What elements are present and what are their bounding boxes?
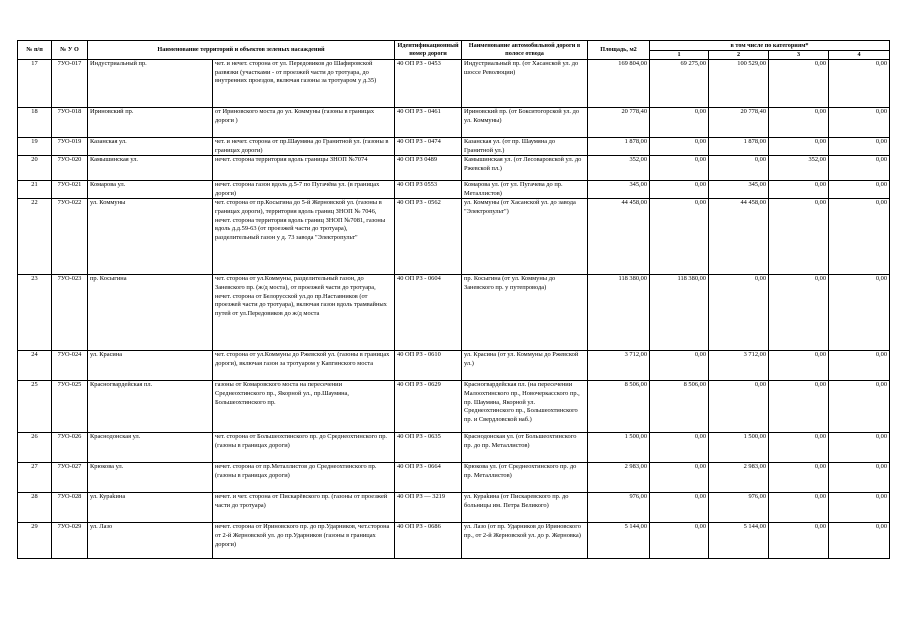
row-category-4: 0,00 [829, 60, 890, 108]
row-boundaries: нечет. сторона территория вдоль границы ЗНОП №7074 [213, 156, 395, 181]
row-road-id: 40 ОП РЗ - 0664 [395, 463, 462, 493]
row-road-name: Камышинская ул. (от Лесоваровской ул. до Ржевской пл.) [462, 156, 588, 181]
row-road-id: 40 ОП РЗ - 0686 [395, 523, 462, 559]
row-category-2: 100 529,00 [709, 60, 769, 108]
row-area: 44 458,00 [588, 199, 650, 275]
row-uo-code: 7УО-027 [52, 463, 88, 493]
row-object-name: Комарова ул. [88, 181, 213, 199]
row-road-id: 40 ОП РЗ - 0562 [395, 199, 462, 275]
row-road-name: пр. Косыгина (от ул. Коммуны до Заневского пр. у путепровода) [462, 275, 588, 351]
row-uo-code: 7УО-028 [52, 493, 88, 523]
row-category-4: 0,00 [829, 108, 890, 138]
row-road-name: ул. Красина (от ул. Коммуны до Ржевской ул.) [462, 351, 588, 381]
row-category-3: 0,00 [769, 181, 829, 199]
row-number: 20 [18, 156, 52, 181]
row-category-4: 0,00 [829, 381, 890, 433]
row-area: 169 804,00 [588, 60, 650, 108]
row-uo-code: 7УО-021 [52, 181, 88, 199]
row-number: 25 [18, 381, 52, 433]
header-ident: Идентификационный номер дороги [395, 41, 462, 60]
row-category-3: 0,00 [769, 381, 829, 433]
row-object-name: Ириновский пр. [88, 108, 213, 138]
green-spaces-table [17, 40, 890, 559]
row-object-name: Камышинская ул. [88, 156, 213, 181]
header-cat-3: 3 [769, 51, 829, 60]
row-category-1: 0,00 [650, 433, 709, 463]
row-road-id: 40 ОП РЗ - 0610 [395, 351, 462, 381]
row-boundaries: чет. сторона от ул.Коммуны, разделительный газон, до Заневского пр. (ж/д моста), от проезжей части до тротуара, нечет. сторона от Белорусской ул.до пр.Наставников (от проезжей части до тротуара), включая газон вдоль трамвайных путей от ул.Передовиков до ж/д моста [213, 275, 395, 351]
row-boundaries: нечет. и чет. сторона от Пискарёвского пр. (газоны от проезжей части до тротуара) [213, 493, 395, 523]
table-row [18, 156, 890, 181]
header-cat-2: 2 [709, 51, 769, 60]
row-category-1: 0,00 [650, 108, 709, 138]
row-object-name: ул. Красина [88, 351, 213, 381]
row-uo-code: 7УО-020 [52, 156, 88, 181]
row-area: 1 500,00 [588, 433, 650, 463]
row-uo-code: 7УО-025 [52, 381, 88, 433]
row-object-name: Краснодонская ул. [88, 433, 213, 463]
row-uo-code: 7УО-022 [52, 199, 88, 275]
table-row [18, 463, 890, 493]
row-area: 976,00 [588, 493, 650, 523]
row-category-1: 0,00 [650, 138, 709, 156]
row-area: 2 983,00 [588, 463, 650, 493]
row-category-3: 0,00 [769, 523, 829, 559]
row-category-3: 0,00 [769, 463, 829, 493]
row-boundaries: газоны от Комаровского моста на пересечении Среднеохтинского пр., Якорной ул., пр.Шаумяна, Большеохтинского пр. [213, 381, 395, 433]
table-row [18, 523, 890, 559]
row-number: 23 [18, 275, 52, 351]
row-category-4: 0,00 [829, 138, 890, 156]
row-boundaries: нечет. сторона от Ириновского пр. до пр.Ударников, чет.сторона от 2-й Жерновской ул. до пр.Ударников (газоны в границах дороги) [213, 523, 395, 559]
row-category-4: 0,00 [829, 199, 890, 275]
row-road-name: Красногвардейская пл. (на пересечении Малоохтинского пр., Новочеркасского пр., пр. Шаумяна, Якорной ул. Среднеохтинского пр., Большеохтинского пр. и Свердловской наб.) [462, 381, 588, 433]
row-object-name: ул. Коммуны [88, 199, 213, 275]
row-object-name: Индустриальный пр. [88, 60, 213, 108]
row-category-2: 1 500,00 [709, 433, 769, 463]
row-road-id: 40 ОП РЗ - 0461 [395, 108, 462, 138]
row-road-name: Казанская ул. (от пр. Шаумяна до Гранитной ул.) [462, 138, 588, 156]
row-road-id: 40 ОП РЗ - 0453 [395, 60, 462, 108]
row-uo-code: 7УО-017 [52, 60, 88, 108]
row-number: 29 [18, 523, 52, 559]
row-boundaries: чет. и нечет. сторона от пр.Шаумяна до Гранитной ул. (газоны в границах дороги) [213, 138, 395, 156]
row-object-name: пр. Косыгина [88, 275, 213, 351]
row-number: 26 [18, 433, 52, 463]
row-category-1: 0,00 [650, 156, 709, 181]
row-road-name: Комарова ул. (от ул. Пугачева до пр. Металлистов) [462, 181, 588, 199]
row-category-1: 0,00 [650, 463, 709, 493]
header-cat-4: 4 [829, 51, 890, 60]
row-boundaries: от Ириновского моста до ул. Коммуны (газоны в границах дороги ) [213, 108, 395, 138]
row-category-4: 0,00 [829, 493, 890, 523]
row-area: 345,00 [588, 181, 650, 199]
row-area: 5 144,00 [588, 523, 650, 559]
row-road-id: 40 ОП РЗ - 0474 [395, 138, 462, 156]
row-category-2: 44 458,00 [709, 199, 769, 275]
row-category-4: 0,00 [829, 351, 890, 381]
table-row [18, 181, 890, 199]
row-boundaries: чет. и нечет. сторона от ул. Передовиков до Шафировской развязки (участками - от проезжей части до тротуара, до внутренних проездов, включая газоны за тротуаром у д.35) [213, 60, 395, 108]
row-uo-code: 7УО-018 [52, 108, 88, 138]
row-uo-code: 7УО-024 [52, 351, 88, 381]
row-object-name: ул. Кураkина [88, 493, 213, 523]
row-object-name: ул. Лазо [88, 523, 213, 559]
header-uo: № У О [52, 41, 88, 60]
row-category-1: 69 275,00 [650, 60, 709, 108]
row-road-name: ул. Лазо (от пр. Ударников до Ириновского пр., от 2-й Жерновской ул. до р. Жерновка) [462, 523, 588, 559]
row-uo-code: 7УО-019 [52, 138, 88, 156]
row-road-name: Ириновский пр. (от Бокситогорской ул. до ул. Коммуны) [462, 108, 588, 138]
row-number: 21 [18, 181, 52, 199]
row-number: 24 [18, 351, 52, 381]
row-category-4: 0,00 [829, 463, 890, 493]
row-category-1: 8 506,00 [650, 381, 709, 433]
row-category-4: 0,00 [829, 433, 890, 463]
row-number: 22 [18, 199, 52, 275]
header-road: Наименование автомобильной дороги в полосе отвода [462, 41, 588, 60]
row-road-id: 40 ОП РЗ - 0629 [395, 381, 462, 433]
row-road-name: ул. Кураkина (от Пискаревского пр. до больницы им. Петра Великого) [462, 493, 588, 523]
row-category-2: 5 144,00 [709, 523, 769, 559]
row-category-4: 0,00 [829, 523, 890, 559]
row-category-4: 0,00 [829, 156, 890, 181]
row-boundaries: нечет. сторона газон вдоль д.5-7 по Пугачёва ул. (в границах дороги) [213, 181, 395, 199]
table-row [18, 493, 890, 523]
row-road-id: 40 ОП РЗ — 3219 [395, 493, 462, 523]
table-row [18, 433, 890, 463]
table-row [18, 108, 890, 138]
row-category-2: 976,00 [709, 493, 769, 523]
row-number: 17 [18, 60, 52, 108]
row-road-id: 40 ОП РЗ - 0635 [395, 433, 462, 463]
row-category-2: 20 778,40 [709, 108, 769, 138]
row-category-4: 0,00 [829, 181, 890, 199]
table-row [18, 60, 890, 108]
table-row [18, 381, 890, 433]
row-area: 118 380,00 [588, 275, 650, 351]
row-category-4: 0,00 [829, 275, 890, 351]
row-area: 1 878,00 [588, 138, 650, 156]
header-category-group: в том числе по категориям* [650, 41, 890, 51]
row-category-2: 345,00 [709, 181, 769, 199]
row-category-3: 0,00 [769, 138, 829, 156]
header-row [18, 41, 890, 51]
row-category-1: 0,00 [650, 493, 709, 523]
row-road-name: ул. Коммуны (от Хасанской ул. до завода "Электропульт") [462, 199, 588, 275]
row-boundaries: нечет. сторона от пр.Металлистов до Среднеохтинского пр. (газоны в границах дороги) [213, 463, 395, 493]
row-road-name: Крюкова ул. (от Среднеохтинского пр. до пр. Металлистов) [462, 463, 588, 493]
row-number: 18 [18, 108, 52, 138]
row-area: 352,00 [588, 156, 650, 181]
row-boundaries: чет. сторона от пр.Косыгина до 5-й Жерновской ул. (газоны в границах дороги), территория вдоль границ ЗНОП № 7046, нечет. сторона территория вдоль границ ЗНОП №7081, газоны вдоль д.д.59-63 (от проезжей части до тротуара), разделительный газон у д. 73 завода "Электропульт" [213, 199, 395, 275]
row-number: 27 [18, 463, 52, 493]
row-category-2: 0,00 [709, 156, 769, 181]
header-cat-1: 1 [650, 51, 709, 60]
row-number: 28 [18, 493, 52, 523]
row-category-2: 0,00 [709, 275, 769, 351]
row-category-3: 0,00 [769, 60, 829, 108]
row-category-1: 0,00 [650, 199, 709, 275]
row-uo-code: 7УО-023 [52, 275, 88, 351]
row-category-3: 352,00 [769, 156, 829, 181]
row-road-id: 40 ОП РЗ - 0604 [395, 275, 462, 351]
row-category-2: 3 712,00 [709, 351, 769, 381]
row-area: 20 778,40 [588, 108, 650, 138]
row-category-2: 1 878,00 [709, 138, 769, 156]
row-object-name: Крюкова ул. [88, 463, 213, 493]
row-number: 19 [18, 138, 52, 156]
row-road-id: 40 ОП РЗ 0553 [395, 181, 462, 199]
row-category-1: 0,00 [650, 351, 709, 381]
row-category-3: 0,00 [769, 493, 829, 523]
row-category-3: 0,00 [769, 108, 829, 138]
row-category-1: 0,00 [650, 523, 709, 559]
row-area: 8 506,00 [588, 381, 650, 433]
row-uo-code: 7УО-029 [52, 523, 88, 559]
row-category-3: 0,00 [769, 199, 829, 275]
row-category-2: 0,00 [709, 381, 769, 433]
row-category-3: 0,00 [769, 351, 829, 381]
row-boundaries: чет. сторона от ул.Коммуны до Ржевской ул. (газоны в границах дороги), включая газон за тротуаром у Капгинского моста [213, 351, 395, 381]
row-object-name: Красногвардейская пл. [88, 381, 213, 433]
row-road-name: Краснодонская ул. (от Большеохтинского пр. до пр. Металлистов) [462, 433, 588, 463]
table-row [18, 199, 890, 275]
row-uo-code: 7УО-026 [52, 433, 88, 463]
row-category-1: 0,00 [650, 181, 709, 199]
row-category-3: 0,00 [769, 433, 829, 463]
table-row [18, 275, 890, 351]
header-num: № п/п [18, 41, 52, 60]
row-road-name: Индустриальный пр. (от Хасанской ул. до шоссе Революции) [462, 60, 588, 108]
table-row [18, 351, 890, 381]
row-boundaries: чет. сторона от Большеохтинского пр. до Среднеохтинского пр. (газоны в границах дороги) [213, 433, 395, 463]
row-object-name: Казанская ул. [88, 138, 213, 156]
row-road-id: 40 ОП РЗ 0489 [395, 156, 462, 181]
row-category-1: 118 380,00 [650, 275, 709, 351]
header-area: Площадь, м2 [588, 41, 650, 60]
table-row [18, 138, 890, 156]
header-name: Наименование территорий и объектов зеленых насаждений [88, 41, 395, 60]
row-category-2: 2 983,00 [709, 463, 769, 493]
row-category-3: 0,00 [769, 275, 829, 351]
row-area: 3 712,00 [588, 351, 650, 381]
